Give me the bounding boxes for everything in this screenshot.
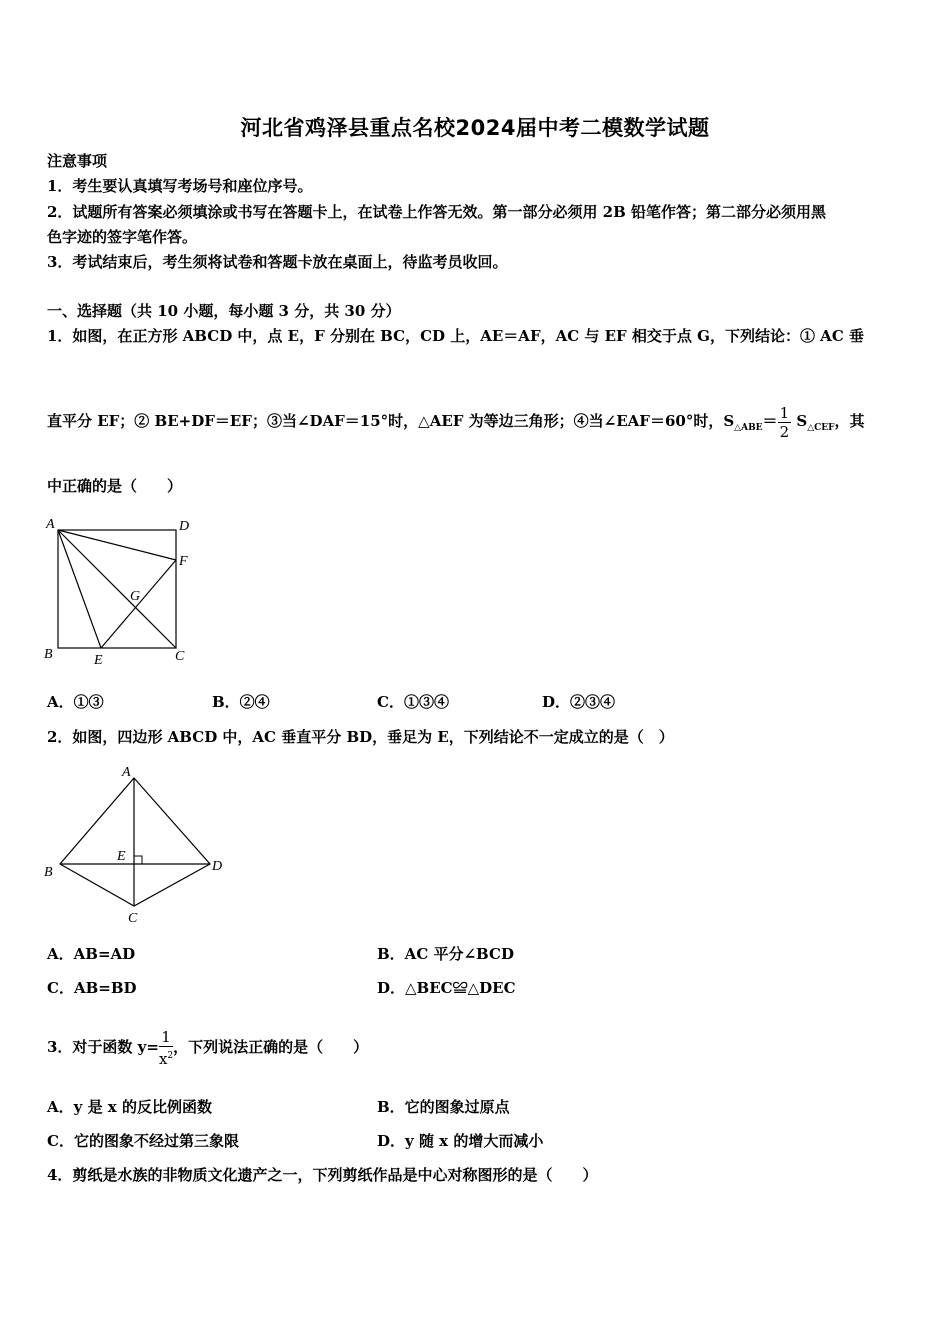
- q1-frac-den: 2: [779, 422, 790, 441]
- notice-item-2b: 色字迹的签字笔作答。: [47, 228, 198, 246]
- q1-option-c[interactable]: C．①③④: [377, 693, 449, 711]
- q1-segment-ef: [101, 560, 176, 648]
- q3-option-c[interactable]: C．它的图象不经过第三象限: [47, 1132, 239, 1150]
- q2-label-e: E: [117, 849, 126, 864]
- q2-right-angle-mark: [134, 856, 142, 864]
- q3-option-b[interactable]: B．它的图象过原点: [377, 1098, 510, 1116]
- q3-frac-den-base: x: [158, 1050, 168, 1068]
- q2-stem: 2．如图，四边形 ABCD 中，AC 垂直平分 BD，垂足为 E，下列结论不一定成立的是（ ）: [47, 728, 674, 746]
- q1-sub1: △ABE: [734, 423, 763, 433]
- q1-segment-af: [58, 530, 176, 560]
- notice-heading: 注意事项: [47, 152, 108, 170]
- q1-eq: ＝: [762, 412, 778, 430]
- q3-frac-den: [159, 1047, 173, 1068]
- q1-segment-ae: [58, 530, 101, 648]
- q1-fraction: [778, 404, 792, 441]
- q1-tail: ，其: [834, 412, 865, 430]
- q4-stem: 4．剪纸是水族的非物质文化遗产之一，下列剪纸作品是中心对称图形的是（ ）: [47, 1166, 598, 1184]
- q2-option-b[interactable]: B．AC 平分∠BCD: [377, 945, 514, 963]
- q3-suffix: ，下列说法正确的是（ ）: [173, 1038, 369, 1056]
- q2-label-c: C: [128, 911, 138, 926]
- q1-line2: [47, 390, 865, 459]
- q3-option-a[interactable]: A．y 是 x 的反比例函数: [47, 1098, 212, 1116]
- q3-frac-num: 1: [159, 1028, 173, 1047]
- q1-option-b[interactable]: B．②④: [212, 693, 270, 711]
- q1-option-d[interactable]: D．②③④: [542, 693, 616, 711]
- q1-label-b: B: [44, 647, 53, 662]
- q1-label-c: C: [175, 649, 185, 664]
- q1-label-g: G: [130, 589, 141, 604]
- q2-label-d: D: [212, 859, 223, 874]
- q1-line2a: 直平分 EF；② BE+DF＝EF；③当∠DAF＝15°时，△AEF 为等边三角形；④当∠EAF＝60°时，S: [47, 412, 735, 430]
- q1-label-f: F: [179, 554, 188, 569]
- q2-label-b: B: [44, 865, 53, 880]
- q1-diagonal-ac: [58, 530, 176, 648]
- notice-item-3: 3．考试结束后，考生须将试卷和答题卡放在桌面上，待监考员收回。: [47, 253, 508, 271]
- q2-option-d[interactable]: D．△BEC≌△DEC: [377, 979, 516, 997]
- q2-kite-figure: [40, 760, 240, 930]
- q1-sub2: △CEF: [807, 423, 835, 433]
- q2-option-a[interactable]: A．AB=AD: [47, 945, 136, 963]
- q3-stem: [47, 1012, 368, 1082]
- q1-s2: S: [796, 412, 808, 430]
- q3-option-d[interactable]: D．y 随 x 的增大而减小: [377, 1132, 544, 1150]
- q2-kite-outline: [60, 778, 210, 906]
- q1-square-figure: [40, 512, 200, 672]
- q1-label-d: D: [179, 519, 190, 534]
- q1-frac-num: 1: [779, 403, 790, 422]
- q2-option-c[interactable]: C．AB=BD: [47, 979, 137, 997]
- q1-line1: 1．如图，在正方形 ABCD 中，点 E，F 分别在 BC，CD 上，AE＝AF，AC 与 EF 相交于点 G，下列结论：① AC 垂: [47, 327, 864, 345]
- notice-item-2a: 2．试题所有答案必须填涂或书写在答题卡上，在试卷上作答无效。第一部分必须用 2B 铅笔作答；第二部分必须用黑: [47, 203, 827, 221]
- q1-label-e: E: [94, 653, 103, 668]
- q3-frac-den-exp: 2: [167, 1051, 174, 1061]
- q3-fraction: [159, 1028, 173, 1068]
- q1-option-a[interactable]: A．①③: [47, 693, 104, 711]
- q2-label-a: A: [122, 765, 131, 780]
- page-title: 河北省鸡泽县重点名校2024届中考二模数学试题: [240, 116, 710, 140]
- q3-prefix: 3．对于函数 y=: [47, 1038, 159, 1056]
- section-heading: 一、选择题（共 10 小题，每小题 3 分，共 30 分）: [47, 302, 401, 320]
- q1-line3: 中正确的是（ ）: [47, 477, 183, 495]
- q1-label-a: A: [46, 517, 55, 532]
- notice-item-1: 1．考生要认真填写考场号和座位序号。: [47, 177, 313, 195]
